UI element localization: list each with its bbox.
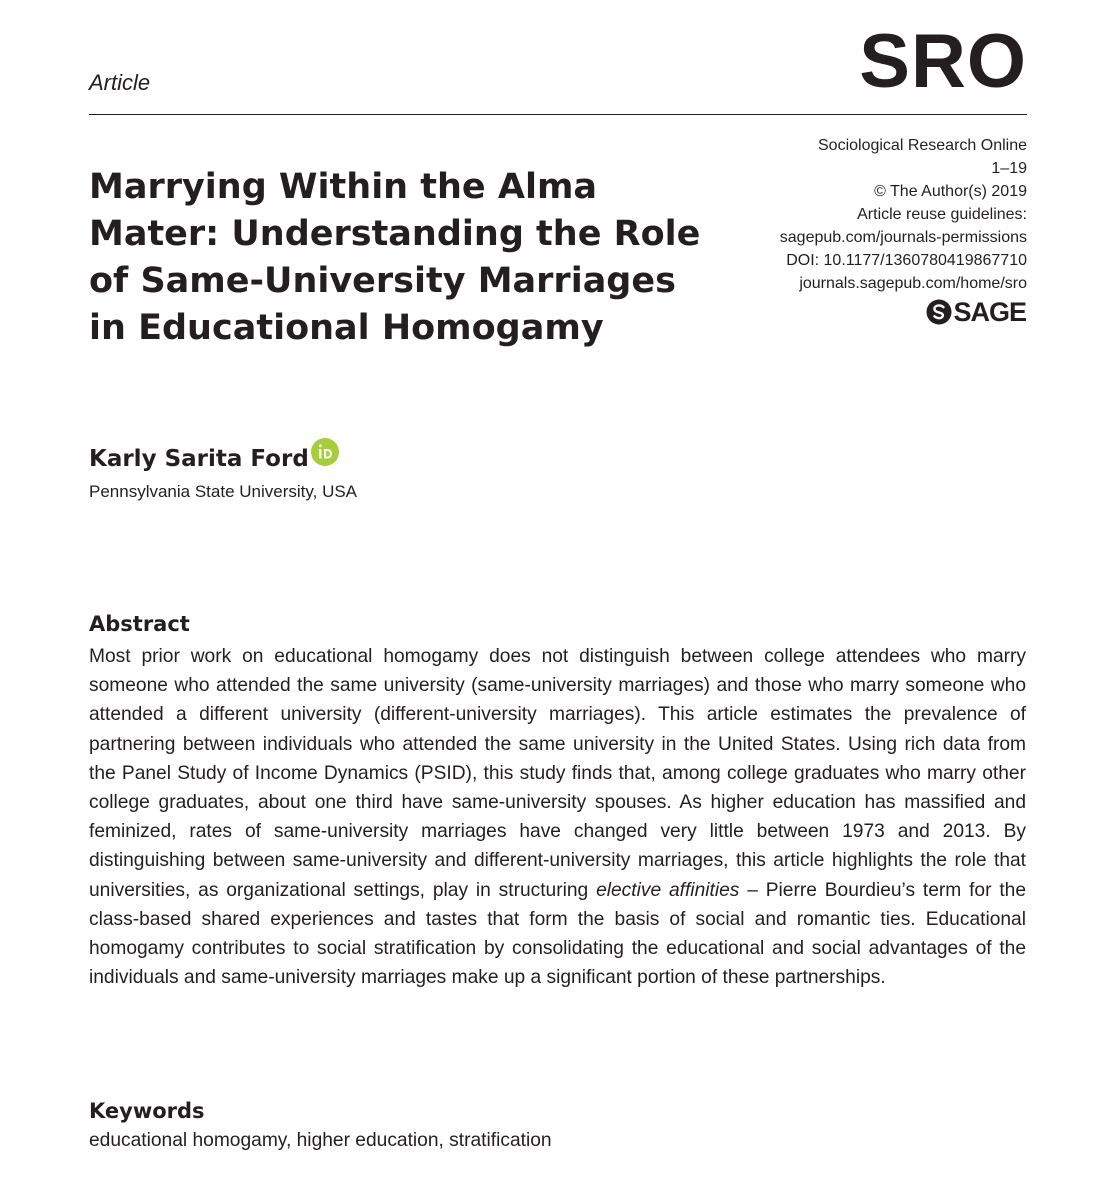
article-type-label: Article: [89, 70, 151, 95]
article-title: Marrying Within the Alma Mater: Understanding the Role of Same-University Marriages in Educational Homogamy: [89, 167, 701, 348]
author-affiliation: Pennsylvania State University, USA: [89, 482, 358, 501]
keywords-heading: Keywords: [89, 1099, 205, 1123]
header-rule: [89, 114, 1027, 115]
author-row: [89, 446, 340, 472]
journal-logo: SRO: [859, 19, 1027, 104]
abstract-text-part-1: Most prior work on educational homogamy does not distinguish between college attendees who marry someone who attended the same university (same-university marriages) and those who marry someone who attended a different university (different-university marriages). This article estimates the prevalence of partnering between individuals who attended the same university in the United States. Using rich data from the Panel Study of Income Dynamics (PSID), this study finds that, among college graduates who marry other college graduates, about one third have same-university spouses. As higher education has massified and feminized, rates of same-university marriages have changed very little between 1973 and 2013. By distinguishing between same-university and different-university marriages, this article highlights the role that universities, as organizational settings, play in structuring: [89, 646, 1026, 901]
reuse-link[interactable]: sagepub.com/journals-permissions: [779, 229, 1027, 246]
publisher-logo: [926, 296, 1026, 328]
orcid-icon[interactable]: [310, 437, 340, 467]
abstract-italic-term: elective affinities: [596, 879, 740, 901]
abstract-text: [89, 642, 1026, 992]
publisher-logo-text: SAGE: [953, 296, 1026, 327]
author-name: Karly Sarita Ford: [89, 446, 309, 472]
abstract-text-part-2: – Pierre Bourdieu’s term for the class-based shared experiences and tastes that form the basis of social and romantic ties. Educational homogamy contributes to social stratification by consolidating the educational and social advantages of the individuals and same-university marriages make up a significant portion of these partnerships.: [89, 879, 1027, 989]
keywords-text: educational homogamy, higher education, stratification: [89, 1130, 552, 1151]
reuse-label: Article reuse guidelines:: [857, 206, 1027, 223]
sage-s-icon: [926, 299, 952, 325]
doi[interactable]: DOI: 10.1177/1360780419867710: [786, 252, 1027, 269]
journal-name: Sociological Research Online: [818, 137, 1027, 154]
journal-meta: [667, 134, 1027, 295]
copyright: © The Author(s) 2019: [874, 183, 1027, 200]
page-range: 1–19: [991, 160, 1027, 177]
journal-url[interactable]: journals.sagepub.com/home/sro: [799, 275, 1027, 292]
abstract-heading: Abstract: [89, 612, 190, 636]
